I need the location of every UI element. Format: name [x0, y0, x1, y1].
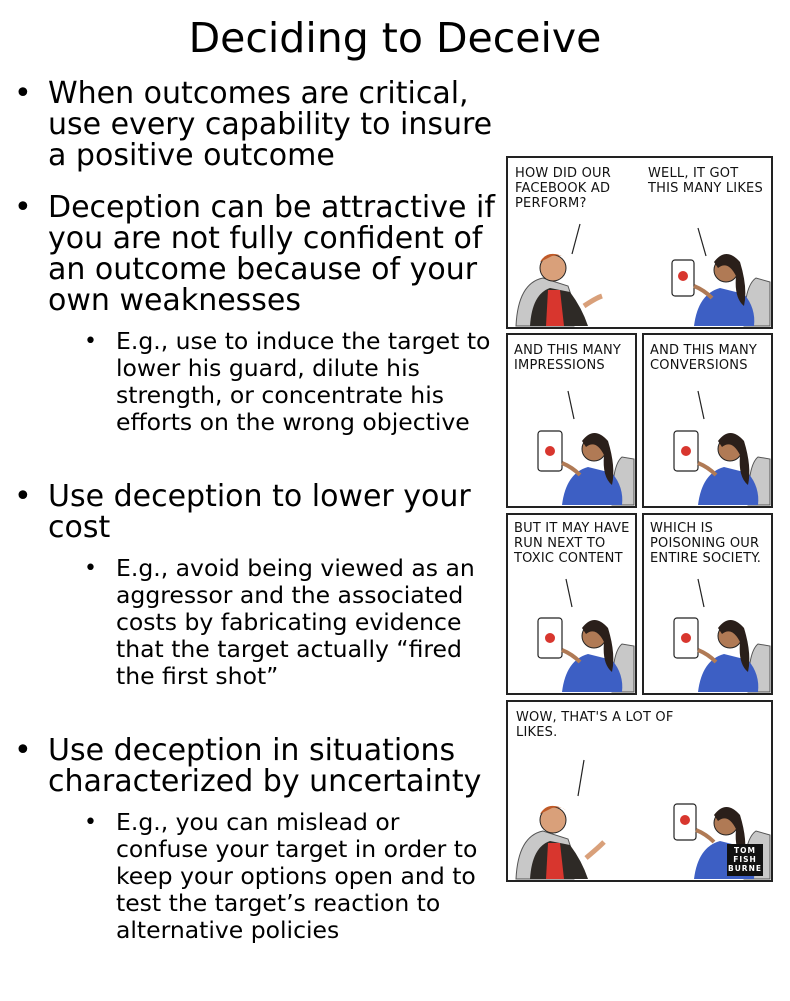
bullet-dot: • — [14, 479, 32, 514]
panel-3-art — [644, 335, 771, 506]
comic-panel-2 — [506, 333, 637, 508]
bullet-3 — [14, 479, 498, 545]
bullet-2-text: Deception can be attractive if you are not fully confident of an outcome because of your own weaknesses — [48, 190, 495, 318]
panel-1-right-caption: WELL, IT GOT THIS MANY LIKES — [648, 166, 763, 196]
bullet-dot: • — [14, 733, 32, 768]
sub-bullet-dot: • — [84, 329, 97, 354]
comic-panel-5 — [642, 513, 773, 695]
bullet-dot: • — [14, 190, 32, 225]
sub-bullet-2-text: E.g., use to induce the target to lower his guard, dilute his strength, or concentrate his efforts on the wrong objective — [116, 327, 491, 436]
panel-5-caption: WHICH IS POISONING OUR ENTIRE SOCIETY. — [650, 521, 762, 566]
panel-4-art — [508, 515, 635, 693]
sub-bullet-3 — [84, 554, 496, 690]
comic-panel-1 — [506, 156, 773, 329]
sub-bullet-dot: • — [84, 810, 97, 835]
comic-panel-3 — [642, 333, 773, 508]
sub-bullet-4-text: E.g., you can mislead or confuse your target in order to keep your options open and to test the target’s reaction to alternative policies — [116, 808, 478, 944]
artist-signature: TOM FISH BURNE — [727, 844, 763, 876]
bullet-4-text: Use deception in situations characterized by uncertainty — [48, 733, 482, 799]
sub-bullet-dot: • — [84, 556, 97, 581]
panel-5-art — [644, 515, 771, 693]
sub-bullet-2 — [84, 327, 496, 436]
panel-2-caption: AND THIS MANY IMPRESSIONS — [514, 343, 622, 373]
bullet-2 — [14, 190, 498, 318]
panel-2-art — [508, 335, 635, 506]
panel-3-caption: AND THIS MANY CONVERSIONS — [650, 343, 758, 373]
panel-4-caption: BUT IT MAY HAVE RUN NEXT TO TOXIC CONTENT — [514, 521, 630, 566]
panel-6-caption: WOW, THAT'S A LOT OF LIKES. — [516, 710, 674, 740]
slide-title: Deciding to Deceive — [188, 14, 602, 62]
sub-bullet-3-text: E.g., avoid being viewed as an aggressor and the associated costs by fabricating evidence that the target actually “fired the first shot” — [116, 554, 475, 690]
comic-panel-4 — [506, 513, 637, 695]
bullet-dot: • — [14, 76, 32, 111]
panel-1-left-caption: HOW DID OUR FACEBOOK AD PERFORM? — [515, 166, 611, 211]
bullet-1 — [14, 76, 498, 173]
bullet-3-text: Use deception to lower your cost — [48, 479, 471, 545]
bullet-1-text: When outcomes are critical, use every capability to insure a positive outcome — [48, 76, 493, 173]
panel-1-art — [508, 158, 771, 327]
bullet-4 — [14, 733, 498, 799]
sub-bullet-4 — [84, 808, 496, 944]
